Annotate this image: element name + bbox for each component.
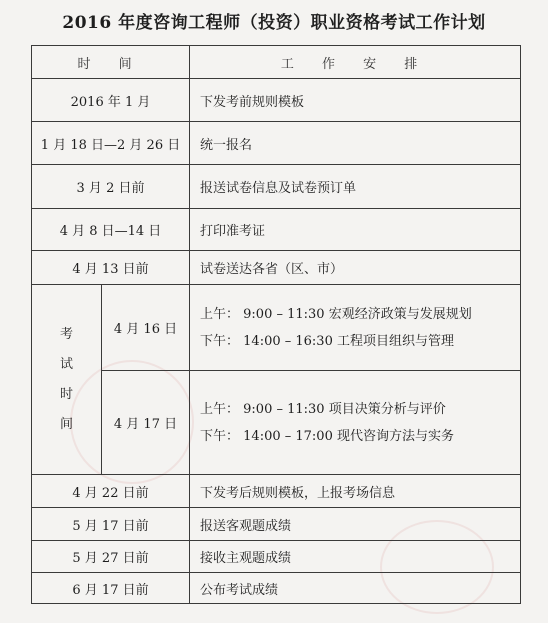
exam-date: 4 月 16 日 — [102, 285, 190, 371]
header-task: 工 作 安 排 — [190, 46, 521, 79]
table-row — [32, 122, 521, 165]
exam-row-day2 — [32, 371, 521, 475]
row-task: 接收主观题成绩 — [190, 541, 521, 573]
row-task: 报送试卷信息及试卷预订单 — [190, 165, 521, 209]
schedule-table — [31, 45, 521, 604]
table-row — [32, 541, 521, 573]
document-title: 2016 年度咨询工程师（投资）职业资格考试工作计划 — [62, 13, 486, 33]
session-morning: 上午： 9:00 – 11:30 项目决策分析与评价 — [200, 401, 446, 417]
row-time: 4 月 8 日—14 日 — [32, 209, 190, 251]
row-time: 6 月 17 日前 — [32, 573, 190, 604]
exam-label-char: 间 — [59, 416, 73, 432]
row-task: 统一报名 — [190, 122, 521, 165]
header-time: 时 间 — [32, 46, 190, 79]
exam-sessions — [190, 285, 521, 371]
row-time: 3 月 2 日前 — [32, 165, 190, 209]
session-afternoon: 下午： 14:00 – 17:00 现代咨询方法与实务 — [200, 428, 454, 444]
table-row — [32, 209, 521, 251]
table-row — [32, 475, 521, 508]
exam-sessions — [190, 371, 521, 475]
exam-label-char: 考 — [59, 326, 73, 342]
table-row — [32, 165, 521, 209]
header-row — [32, 46, 521, 79]
exam-label-char: 时 — [59, 386, 73, 402]
table-row — [32, 508, 521, 541]
row-time: 4 月 13 日前 — [32, 251, 190, 285]
row-time: 2016 年 1 月 — [32, 79, 190, 122]
row-task: 下发考前规则模板 — [190, 79, 521, 122]
table-row — [32, 251, 521, 285]
exam-time-label — [32, 285, 102, 475]
row-time: 1 月 18 日—2 月 26 日 — [32, 122, 190, 165]
table-row — [32, 573, 521, 604]
exam-row-day1 — [32, 285, 521, 371]
row-task: 打印准考证 — [190, 209, 521, 251]
session-morning: 上午： 9:00 – 11:30 宏观经济政策与发展规划 — [200, 306, 472, 322]
session-afternoon: 下午： 14:00 – 16:30 工程项目组织与管理 — [200, 333, 454, 349]
row-time: 4 月 22 日前 — [32, 475, 190, 508]
row-task: 试卷送达各省（区、市） — [190, 251, 521, 285]
row-task: 下发考后规则模板，上报考场信息 — [190, 475, 521, 508]
row-time: 5 月 17 日前 — [32, 508, 190, 541]
table-row — [32, 79, 521, 122]
row-task: 报送客观题成绩 — [190, 508, 521, 541]
exam-label-char: 试 — [59, 356, 73, 372]
row-task: 公布考试成绩 — [190, 573, 521, 604]
exam-date: 4 月 17 日 — [102, 371, 190, 475]
row-time: 5 月 27 日前 — [32, 541, 190, 573]
